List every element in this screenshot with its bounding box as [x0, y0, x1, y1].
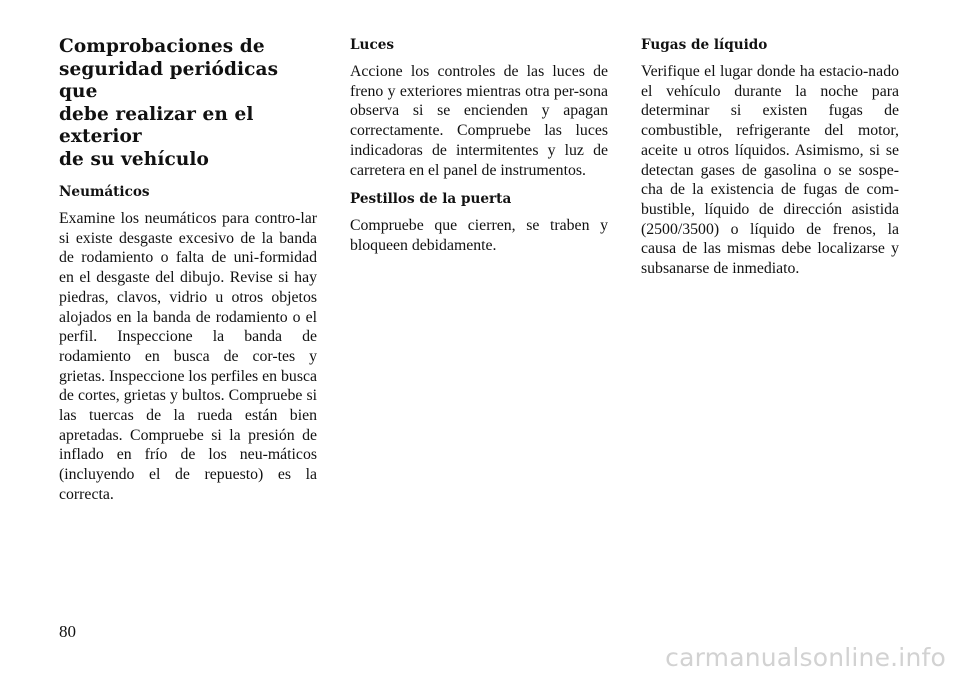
page-number: 80 [59, 622, 76, 641]
column-middle [350, 36, 608, 266]
section-heading-tires: Neumáticos [59, 184, 150, 200]
title-line: debe realizar en el exterior [59, 103, 254, 147]
section-body-lights: Accione los controles de las luces de freno y exteriores mientras otra per-sona observa si se encienden y apagan correctamente. Compruebe las luces indicadoras de intermitentes y luz de carretera en el panel de instrumentos. [350, 63, 608, 179]
title-line: de su vehículo [59, 148, 209, 170]
title-line: Comprobaciones de [59, 36, 265, 57]
section-body-door-latches: Compruebe que cierren, se traben y bloqueen debidamente. [350, 217, 608, 254]
title-line: seguridad periódicas que [59, 58, 279, 102]
section-heading-lights: Luces [350, 37, 395, 53]
column-right [641, 36, 899, 289]
section-heading-door-latches: Pestillos de la puerta [350, 191, 512, 208]
section-heading-fluid-leaks: Fugas de líquido [641, 37, 768, 53]
section-body-fluid-leaks: Verifique el lugar donde ha estacio-nado el vehículo durante la noche para determinar si existen fugas de combustible, refrigerante del motor, aceite u otros líquidos. Asimismo, si se detectan gases de gasolina o se sospe-cha de la existencia de fugas de com-bustible, líquido de dirección asistida (2500/3500) o líquido de frenos, la causa de las mismas debe localizarse y subsanarse de inmediato. [641, 63, 899, 278]
watermark: carmanualsonline.info [665, 643, 946, 672]
column-left [59, 36, 317, 515]
page-title [59, 36, 317, 171]
section-body-tires: Examine los neumáticos para contro-lar si existe desgaste excesivo de la banda de rodamiento o falta de uni-formidad en el desgaste del dibujo. Revise si hay piedras, clavos, vidrio u otros objetos alojados en la banda de rodamiento o el perfil. Inspeccione la banda de rodamiento en busca de cor-tes y grietas. Inspeccione los perfiles en busca de cortes, grietas y bultos. Compruebe si las tuercas de la rueda están bien apretadas. Compruebe si la presión de inflado en frío de los neu-máticos (incluyendo el de repuesto) es la correcta. [59, 210, 317, 503]
